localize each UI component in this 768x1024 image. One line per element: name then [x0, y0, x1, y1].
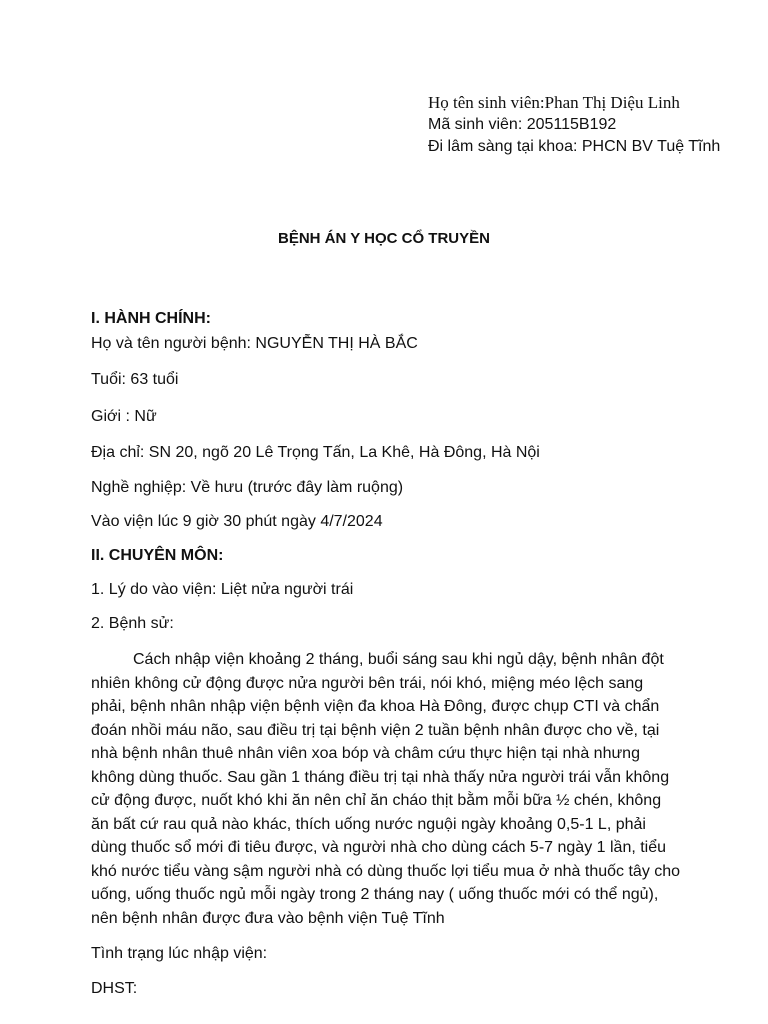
student-id: Mã sinh viên: 205115B192	[428, 116, 617, 133]
section-heading-admin: I. HÀNH CHÍNH:	[91, 310, 211, 327]
patient-age: Tuổi: 63 tuổi	[91, 371, 179, 388]
admission-time: Vào viện lúc 9 giờ 30 phút ngày 4/7/2024	[91, 513, 383, 530]
admission-reason: 1. Lý do vào viện: Liệt nửa người trái	[91, 581, 354, 598]
patient-occupation: Nghề nghiệp: Về hưu (trước đây làm ruộng)	[91, 479, 404, 496]
admission-status: Tình trạng lúc nhập viện:	[91, 945, 268, 962]
clinical-department: Đi lâm sàng tại khoa: PHCN BV Tuệ Tĩnh	[428, 138, 721, 155]
document-title: BỆNH ÁN Y HỌC CỔ TRUYỀN	[278, 230, 490, 247]
patient-sex: Giới : Nữ	[91, 408, 157, 425]
vital-signs: DHST:	[91, 980, 138, 997]
student-info	[428, 92, 720, 158]
patient-name: Họ và tên người bệnh: NGUYỄN THỊ HÀ BẮC	[91, 335, 418, 352]
student-name: Họ tên sinh viên:Phan Thị Diệu Linh	[428, 93, 680, 112]
section-heading-specialty: II. CHUYÊN MÔN:	[91, 547, 224, 564]
history-heading: 2. Bệnh sử:	[91, 615, 174, 632]
history-paragraph: Cách nhập viện khoảng 2 tháng, buổi sáng sau khi ngủ dậy, bệnh nhân đột nhiên không cử động được nửa người bên trái, nói khó, miệng méo lệch sang phải, bệnh nhân nhập viện bệnh viện đa khoa Hà Đông, được chụp CTI và chẩn đoán nhồi máu não, sau điều trị tại bệnh viện 2 tuần bệnh nhân được cho về, tại nhà bệnh nhân thuê nhân viên xoa bóp và châm cứu thực hiện tại nhà nhưng không dùng thuốc. Sau gần 1 tháng điều trị tại nhà thấy nửa người trái vẫn không cử động được, nuốt khó khi ăn nên chỉ ăn cháo thịt bằm mỗi bữa ½ chén, không ăn bất cứ rau quả nào khác, thích uống nước nguội ngày khoảng 0,5-1 L, phải dùng thuốc sổ mới đi tiêu được, và người nhà cho dùng cách 5-7 ngày 1 lần, tiểu khó nước tiểu vàng sậm người nhà có dùng thuốc lợi tiểu mua ở nhà thuốc tây cho uống, uống thuốc ngủ mỗi ngày trong 2 tháng nay ( uống thuốc mới có thể ngủ), nên bệnh nhân được đưa vào bệnh viện Tuệ Tĩnh	[91, 651, 681, 927]
patient-address: Địa chỉ: SN 20, ngõ 20 Lê Trọng Tấn, La Khê, Hà Đông, Hà Nội	[91, 444, 540, 461]
